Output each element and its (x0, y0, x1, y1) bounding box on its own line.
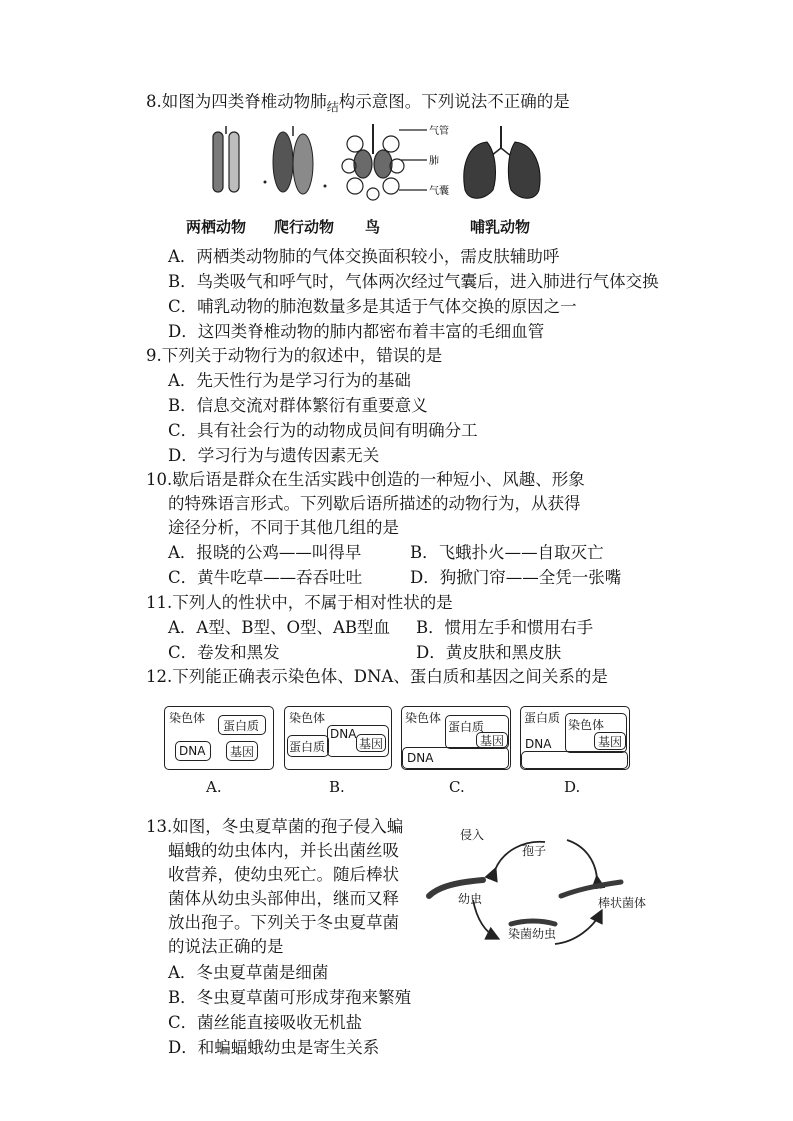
q11-option-b[interactable]: B．惯用左手和惯用右手 (416, 618, 594, 637)
q8-label-amphibian: 两栖动物 (186, 218, 247, 236)
q8-stem-part1: 8.如图为四类脊椎动物肺 (146, 92, 327, 111)
q12-stem: 12.下列能正确表示染色体、DNA、蛋白质和基因之间关系的是 (146, 667, 608, 686)
q8-stem-part2: 构示意图。下列说法不正确的是 (338, 92, 570, 111)
q13-option-b[interactable]: B．冬虫夏草菌可形成芽孢来繁殖 (168, 988, 412, 1007)
q8-option-b[interactable]: B．鸟类吸气和呼气时，气体两次经过气囊后，进入肺进行气体交换 (168, 272, 659, 291)
q12-c-protein-label: 蛋白质 (448, 720, 485, 734)
q12-d-gene-box (594, 732, 626, 750)
q8-lung-figure (205, 124, 585, 204)
q13-cycle-larva: 幼虫 (458, 892, 483, 906)
q8-option-a[interactable]: A．两栖类动物肺的气体交换面积较小，需皮肤辅助呼 (168, 247, 560, 266)
q12-a-protein-label: 蛋白质 (223, 719, 260, 733)
bird-lung-drawing (342, 124, 427, 200)
reptile-lung-drawing (264, 126, 327, 194)
q12-b-protein-box (287, 735, 329, 757)
q8-label-reptile: 爬行动物 (274, 218, 335, 236)
q12-choice-d-label[interactable]: D. (564, 778, 581, 796)
cycle-arrow-release (567, 840, 597, 878)
q12-d-dna-box (521, 751, 628, 769)
q12-diagram-a[interactable] (164, 706, 274, 770)
q9-option-a[interactable]: A．先天性行为是学习行为的基础 (168, 371, 411, 390)
q13-stem-line4: 菌体从幼虫头部伸出，继而又释 (168, 889, 399, 908)
q12-choice-b-label[interactable]: B. (329, 778, 345, 796)
q12-c-gene-box (476, 732, 508, 748)
q12-d-gene-label: 基因 (598, 735, 623, 749)
q11-option-c[interactable]: C．卷发和黑发 (168, 643, 280, 662)
q12-diagram-d[interactable] (520, 706, 630, 770)
q10-stem-line3: 途径分析，不同于其他几组的是 (168, 518, 399, 537)
q12-diagram-c[interactable] (401, 706, 511, 770)
q13-option-c[interactable]: C．菌丝能直接吸收无机盐 (168, 1013, 363, 1032)
cycle-arrow-grow (555, 912, 601, 944)
q13-stem-line2: 蝠蛾的幼虫体内，并长出菌丝吸 (168, 841, 399, 860)
q11-stem: 11.下列人的性状中，不属于相对性状的是 (146, 593, 453, 612)
q12-a-gene-box (226, 741, 258, 761)
q11-option-d[interactable]: D．黄皮肤和黑皮肤 (416, 643, 562, 662)
q13-cycle-infected: 染菌幼虫 (508, 927, 557, 941)
q9-stem: 9.下列关于动物行为的叙述中，错误的是 (146, 346, 443, 365)
amphibian-lung-drawing (213, 126, 239, 192)
q12-c-chromosome-label: 染色体 (405, 711, 442, 725)
q12-b-protein-label: 蛋白质 (289, 740, 326, 754)
q12-b-gene-box (356, 734, 386, 752)
q12-choice-c-label[interactable]: C. (449, 778, 465, 796)
bird-part-trachea: 气管 (429, 126, 449, 137)
q10-option-a[interactable]: A．报晓的公鸡——叫得早 (168, 543, 362, 562)
q12-d-protein-label: 蛋白质 (524, 711, 561, 725)
infected-larva-drawing (511, 921, 555, 924)
q13-option-a[interactable]: A．冬虫夏草菌是细菌 (168, 963, 329, 982)
q12-c-protein-box (445, 715, 509, 749)
q10-option-b[interactable]: B．飞蛾扑火——自取灭亡 (410, 543, 604, 562)
q12-d-chromosome-label: 染色体 (568, 718, 605, 732)
q13-stem-line6: 的说法正确的是 (168, 937, 284, 956)
q12-c-dna-label: DNA (407, 751, 434, 765)
q8-label-bird: 鸟 (365, 218, 381, 236)
q8-stem (146, 91, 570, 114)
q12-choice-a-label[interactable]: A. (206, 778, 222, 796)
q10-option-d[interactable]: D．狗掀门帘——全凭一张嘴 (410, 568, 622, 587)
bird-part-airsac: 气囊 (429, 186, 449, 197)
q12-b-gene-label: 基因 (359, 737, 384, 751)
q12-b-dna-label: DNA (330, 727, 357, 741)
q9-option-b[interactable]: B．信息交流对群体繁衍有重要意义 (168, 396, 428, 415)
q12-c-dna-box (402, 747, 509, 769)
q13-cycle-spore: 孢子 (522, 844, 547, 858)
mammal-lung-drawing (464, 126, 540, 198)
q13-stem-line3: 收营养，使幼虫死亡。随后棒状 (168, 865, 399, 884)
q13-stem-line5: 放出孢子。下列关于冬虫夏草菌 (168, 913, 399, 932)
q10-stem-line1: 10.歇后语是群众在生活实践中创造的一种短小、风趣、形象 (146, 470, 585, 489)
q12-b-dna-box (327, 725, 389, 757)
q8-option-c[interactable]: C．哺乳动物的肺泡数量多是其适于气体交换的原因之一 (168, 297, 577, 316)
q11-option-a[interactable]: A．A型、B型、O型、AB型血 (168, 618, 391, 637)
bird-part-lung: 肺 (429, 156, 439, 167)
q8-option-d[interactable]: D．这四类脊椎动物的肺内都密布着丰富的毛细血管 (168, 322, 545, 341)
q9-option-c[interactable]: C．具有社会行为的动物成员间有明确分工 (168, 421, 478, 440)
q12-a-dna-label: DNA (179, 744, 206, 758)
q12-a-protein-box (218, 715, 266, 735)
q10-option-c[interactable]: C．黄牛吃草——吞吞吐吐 (168, 568, 363, 587)
q12-a-dna-box (175, 741, 211, 761)
q12-a-gene-label: 基因 (230, 745, 255, 759)
q12-d-dna-label: DNA (525, 737, 552, 751)
q13-cycle-invade: 侵入 (460, 828, 485, 842)
q12-d-chromosome-box (565, 713, 627, 753)
q10-stem-line2: 的特殊语言形式。下列歇后语所描述的动物行为，从获得 (168, 494, 581, 513)
q13-option-d[interactable]: D．和蝙蝠蛾幼虫是寄生关系 (168, 1038, 380, 1057)
q9-option-d[interactable]: D．学习行为与遗传因素无关 (168, 446, 380, 465)
q12-b-chromosome-label: 染色体 (289, 711, 326, 725)
q12-a-chromosome-label: 染色体 (169, 711, 206, 725)
q8-label-mammal: 哺乳动物 (470, 218, 531, 236)
q12-diagram-b[interactable] (284, 706, 392, 770)
q12-c-gene-label: 基因 (480, 734, 505, 748)
q13-stem-line1: 13.如图，冬虫夏草菌的孢子侵入蝙 (146, 817, 404, 836)
q13-cycle-fruiting: 棒状菌体 (598, 896, 647, 910)
q8-stem-small: 结 (326, 100, 339, 114)
